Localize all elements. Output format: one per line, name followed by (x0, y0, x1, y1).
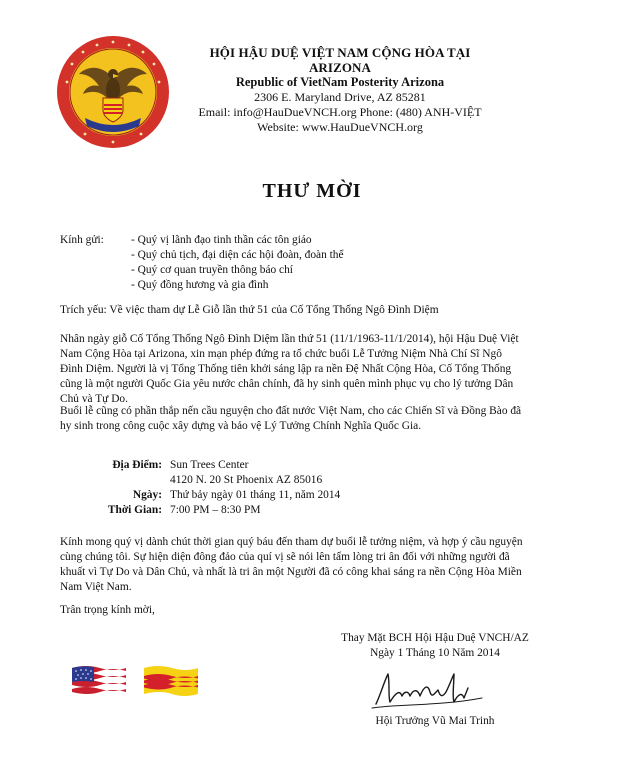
salutation: Kính gửi: (60, 234, 104, 246)
recipient-list (131, 233, 344, 293)
document-title: THƯ MỜI (262, 180, 362, 202)
signer-name: Hội Trưởng Vũ Mai Trinh (375, 715, 495, 727)
handwritten-signature-icon (370, 668, 490, 712)
paragraph-intro (60, 332, 565, 407)
text-line: Kính mong quý vị dành chút thời gian quý báu đến tham dự buổi lễ tưởng niệm, và hợp ý cầu nguyện (60, 536, 523, 548)
text-line: cũng là một người Quốc Gia yêu nước chân chính, đã hy sinh quên mình phục vụ cho lý tưởng Dân (60, 378, 514, 390)
signoff-block (300, 631, 570, 661)
org-name-english: Republic of VietNam Posterity Arizona (235, 75, 445, 89)
org-website: Website: www.HauDueVNCH.org (257, 120, 423, 134)
eagle-seal-icon (55, 34, 171, 150)
location-label: Địa Điểm: (112, 459, 162, 471)
time-value: 7:00 PM – 8:30 PM (170, 504, 261, 516)
org-address: 2306 E. Maryland Drive, AZ 85281 (254, 90, 426, 104)
event-time-row (60, 503, 560, 518)
paragraph-ceremony (60, 404, 565, 434)
event-date-row (60, 488, 560, 503)
text-line: Nam Cộng Hòa tại Arizona, xin mạn phép đứng ra tổ chức buổi Lễ Tưởng Niệm Nhà Chí Sĩ Ngô (60, 348, 502, 360)
list-item: - Quý cơ quan truyền thông báo chí (131, 264, 293, 276)
event-details (60, 458, 560, 518)
list-item: - Quý chủ tịch, đại diện các hội đoàn, đoàn thể (131, 249, 344, 261)
list-item: - Quý vị lãnh đạo tinh thần các tôn giáo (131, 234, 312, 246)
org-contact: Email: info@HauDueVNCH.org Phone: (480) ANH-VIỆT (198, 105, 482, 119)
event-location-row (60, 458, 560, 473)
location-address: 4120 N. 20 St Phoenix AZ 85016 (170, 474, 323, 486)
text-line: Nam Việt Nam. (60, 581, 132, 593)
date-label: Ngày: (132, 489, 162, 501)
location-name: Sun Trees Center (170, 459, 249, 471)
text-line: hy sinh trong công cuộc xây dựng và bảo vệ Lý Tưởng Chính Nghĩa Quốc Gia. (60, 420, 422, 432)
closing-line: Trân trọng kính mời, (60, 604, 155, 616)
paragraph-request (60, 535, 565, 595)
text-line: Đình Diệm. Người là vị Tổng Thống tiên khởi sáng lập ra nền Đệ Nhất Cộng Hòa, Cố Tổng Thống (60, 363, 512, 375)
us-flag-icon (70, 664, 128, 698)
subject-line: Trích yếu: Về việc tham dự Lễ Giỗ lần thứ 51 của Cố Tổng Thống Ngô Đình Diệm (60, 304, 439, 316)
time-label: Thời Gian: (107, 504, 162, 516)
list-item: - Quý đồng hương và gia đình (131, 279, 269, 291)
text-line: Buổi lễ cũng có phần thắp nến cầu nguyện cho đất nước Việt Nam, cho các Chiến Sĩ và Đồng Bào đã (60, 405, 522, 417)
event-address-row (60, 473, 560, 488)
text-line: khuất vì Tự Do và Dân Chủ, và nhất là tri ân một Người đã có công khai sáng ra nền Cộng Hòa Miền (60, 566, 522, 578)
text-line: cùng chúng tôi. Sự hiện diện đông đảo của quí vị sẽ nói lên tấm lòng tri ân đối với những người đã (60, 551, 510, 563)
text-line: Nhân ngày giỗ Cố Tổng Thống Ngô Đình Diệm lần thứ 51 (11/1/1963-11/1/2014), hội Hậu Duệ Việt (60, 333, 519, 345)
rvn-flag-icon (142, 664, 200, 698)
signoff-date: Ngày 1 Tháng 10 Năm 2014 (370, 647, 500, 659)
org-header (180, 45, 500, 135)
on-behalf-line: Thay Mặt BCH Hội Hậu Duệ VNCH/AZ (341, 632, 529, 644)
text-line: Chủ và Tự Do. (60, 393, 128, 405)
date-value: Thứ bảy ngày 01 tháng 11, năm 2014 (170, 489, 341, 501)
org-name: HỘI HẬU DUỆ VIỆT NAM CỘNG HÒA TẠI ARIZONA (209, 45, 471, 75)
